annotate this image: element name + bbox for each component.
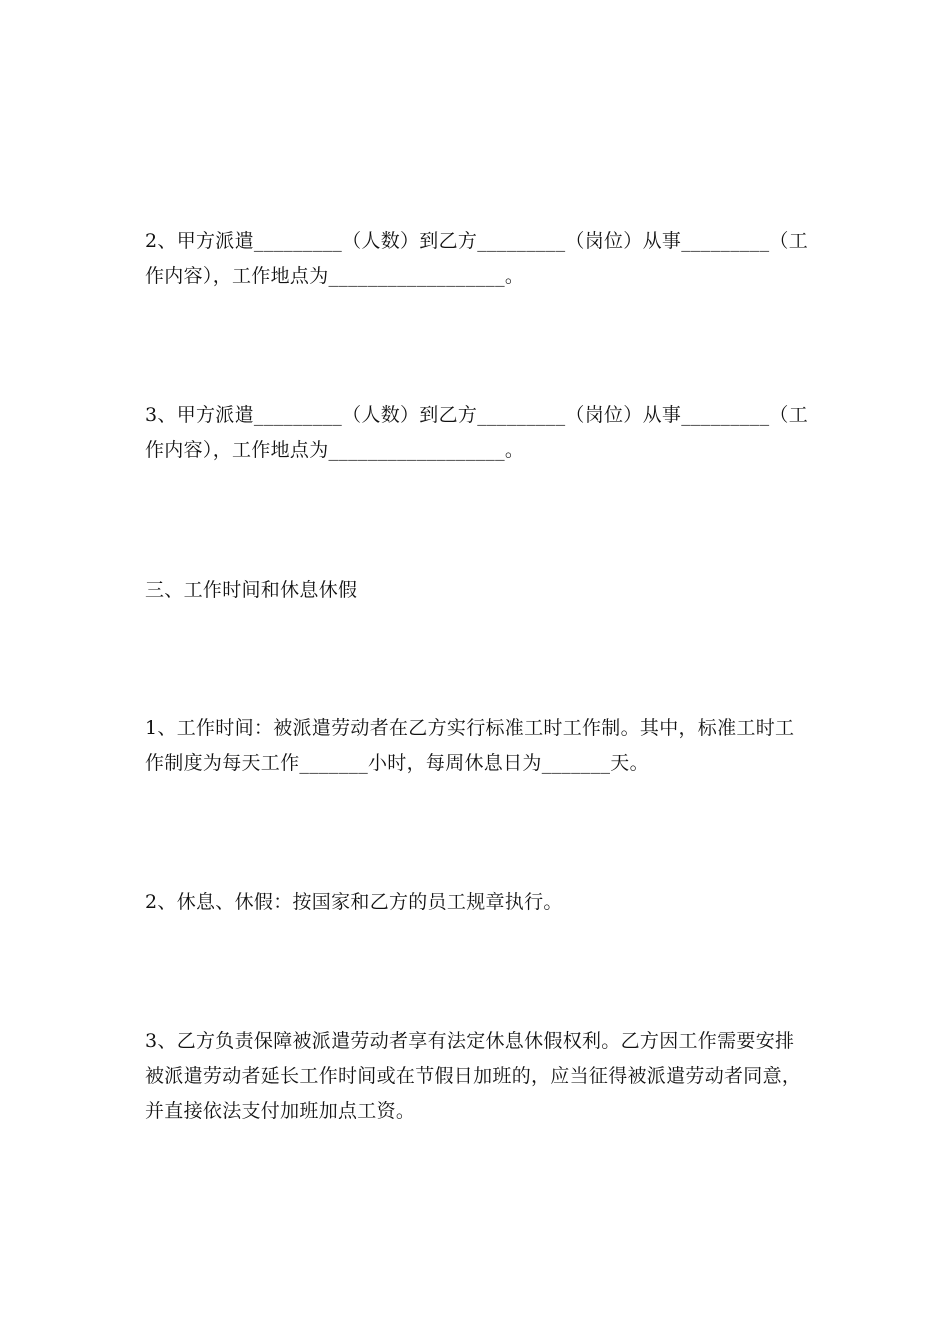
paragraph-dispatch-2: 2、甲方派遣_________（人数）到乙方_________（岗位）从事_________（工作内容），工作地点为__________________。 [145, 230, 808, 287]
paragraph-work-time: 1、工作时间：被派遣劳动者在乙方实行标准工时工作制。其中，标准工时工作制度为每天工作_______小时，每周休息日为_______天。 [145, 717, 795, 774]
paragraph-overtime: 3、乙方负责保障被派遣劳动者享有法定休息休假权利。乙方因工作需要安排被派遣劳动者延长工作时间或在节假日加班的，应当征得被派遣劳动者同意，并直接依法支付加班加点工资。 [145, 1030, 802, 1122]
section-heading-work-hours: 三、工作时间和休息休假 [145, 579, 358, 601]
paragraph-rest-leave: 2、休息、休假：按国家和乙方的员工规章执行。 [145, 891, 563, 913]
paragraph-dispatch-3: 3、甲方派遣_________（人数）到乙方_________（岗位）从事_________（工作内容），工作地点为__________________。 [145, 404, 808, 461]
